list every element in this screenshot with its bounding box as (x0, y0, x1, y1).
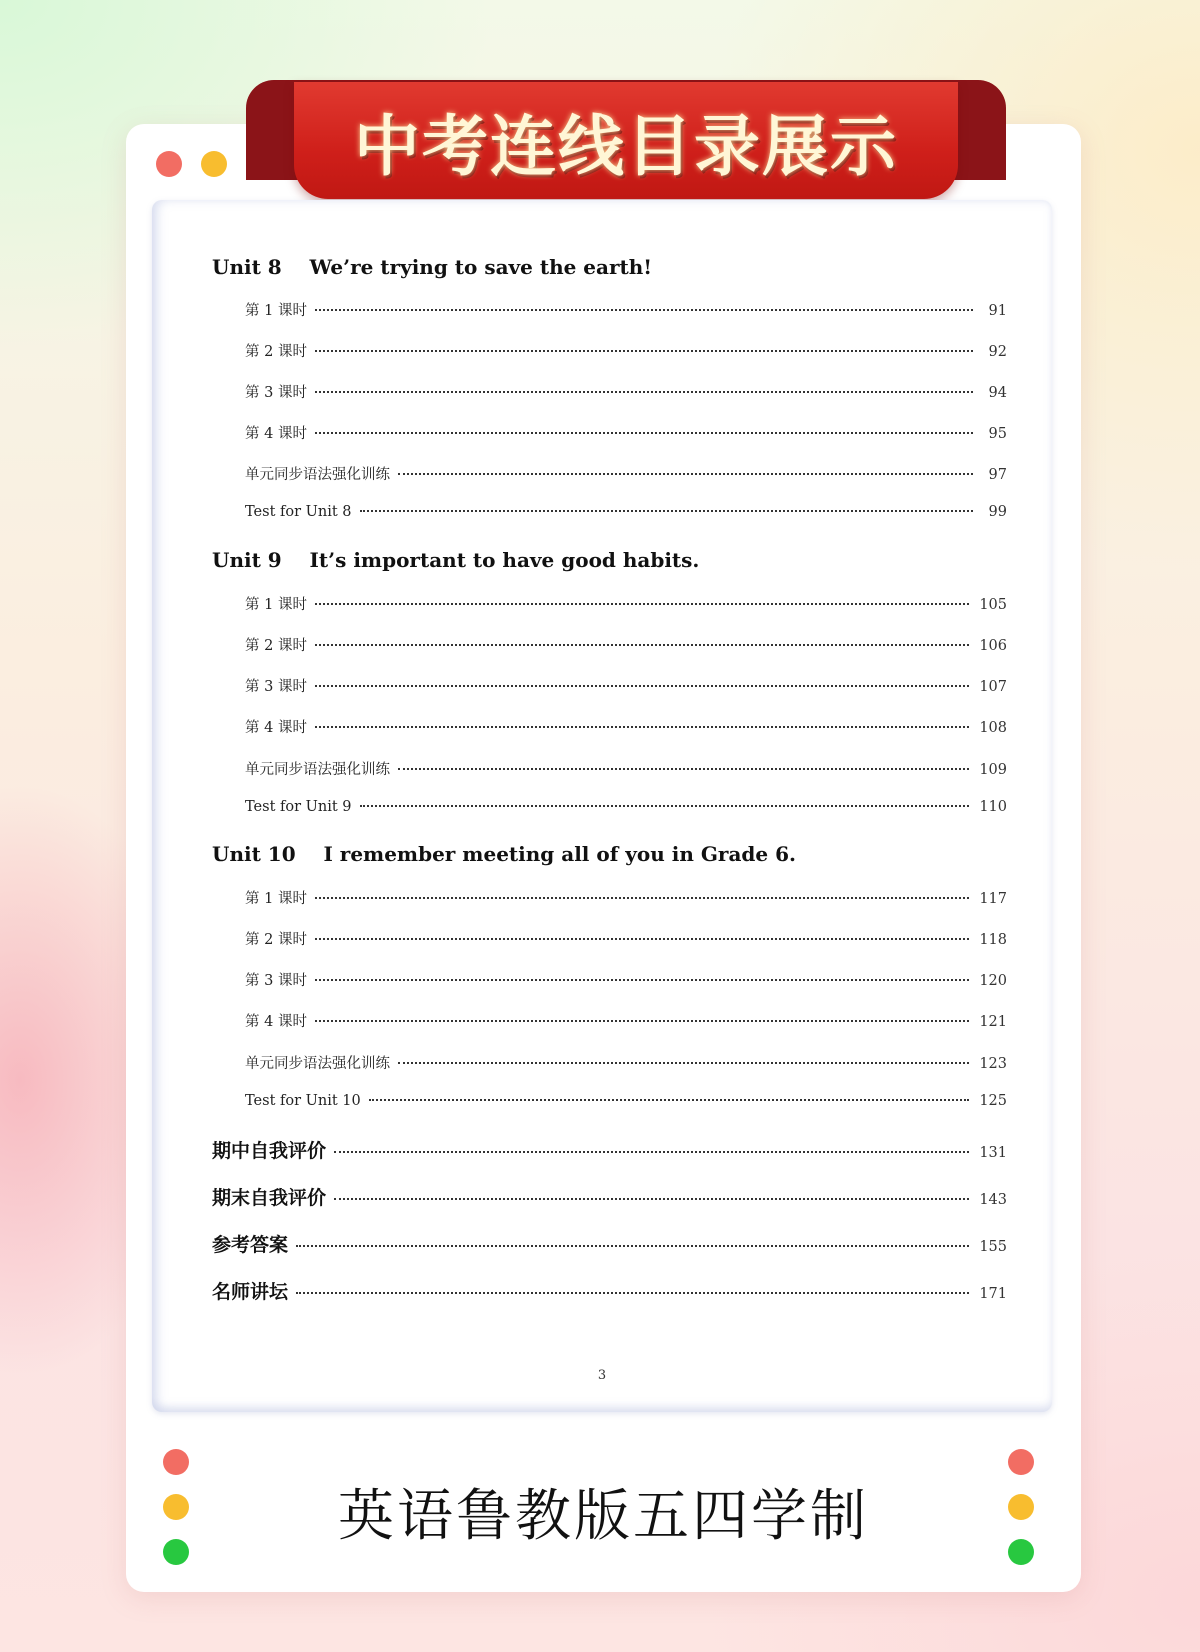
dot-leader (360, 509, 974, 512)
toc-entry-page: 131 (979, 1145, 1007, 1161)
toc-entry-label: Test for Unit 9 (245, 799, 352, 815)
yellow-dot-icon (201, 151, 227, 177)
toc-entry-page: 155 (979, 1239, 1007, 1255)
toc-entry-page: 118 (979, 932, 1007, 948)
toc-entry-label: 名师讲坛 (212, 1281, 289, 1303)
dot-leader (296, 1244, 969, 1247)
unit-title: Unit 10 I remember meeting all of you in Grade 6. (212, 842, 796, 866)
toc-entry-page: 143 (979, 1192, 1007, 1208)
toc-entry-label: 单元同步语法强化训练 (245, 467, 390, 483)
toc-entry[interactable] (245, 463, 1007, 484)
toc-entry-page: 123 (979, 1056, 1007, 1072)
toc-entry-label: 第 1 课时 (245, 891, 307, 907)
toc-entry-label: 第 1 课时 (245, 303, 307, 319)
dot-leader (315, 896, 969, 899)
toc-entry-page: 107 (979, 679, 1007, 695)
dot-leader (315, 390, 973, 393)
dot-leader (334, 1197, 969, 1200)
toc-page (152, 200, 1052, 1412)
toc-entry-label: 第 1 课时 (245, 597, 307, 613)
toc-entry-page: 95 (988, 426, 1007, 442)
toc-entry-page: 97 (988, 467, 1007, 483)
toc-entry[interactable] (245, 1010, 1007, 1031)
dot-leader (398, 472, 973, 475)
toc-entry-label: 第 4 课时 (245, 1014, 307, 1030)
toc-entry-label: 第 2 课时 (245, 344, 307, 360)
dot-leader (315, 602, 969, 605)
toc-entry-page: 117 (979, 891, 1007, 907)
toc-entry-label: 第 3 课时 (245, 973, 307, 989)
dot-leader (296, 1291, 969, 1294)
toc-entry-label: 单元同步语法强化训练 (245, 1056, 390, 1072)
toc-entry[interactable] (245, 1052, 1007, 1073)
page-number: 3 (597, 1368, 607, 1383)
toc-entry-label: 期中自我评价 (212, 1140, 327, 1162)
toc-entry[interactable] (245, 381, 1007, 402)
dot-leader (315, 978, 969, 981)
dot-leader (315, 725, 969, 728)
toc-entry-page: 108 (979, 720, 1007, 736)
dot-leader (398, 1061, 969, 1064)
toc-entry-label: 参考答案 (212, 1234, 289, 1256)
toc-entry-page: 120 (979, 973, 1007, 989)
toc-entry-label: 第 4 课时 (245, 720, 307, 736)
dot-leader (315, 937, 969, 940)
footer-title: 英语鲁教版五四学制 (338, 1484, 869, 1549)
toc-entry-page: 94 (988, 385, 1007, 401)
toc-entry-page: 106 (979, 638, 1007, 654)
toc-major-entry[interactable] (212, 1230, 1007, 1257)
toc-major-entry[interactable] (212, 1277, 1007, 1304)
unit-title: Unit 8 We’re trying to save the earth! (212, 255, 653, 279)
dot-leader (315, 684, 969, 687)
toc-entry[interactable] (245, 675, 1007, 696)
dot-leader (315, 643, 969, 646)
banner-title: 中考连线目录展示 (354, 108, 898, 185)
toc-entry[interactable] (245, 887, 1007, 908)
toc-entry-label: 第 2 课时 (245, 932, 307, 948)
toc-entry-page: 105 (979, 597, 1007, 613)
toc-entry-label: 第 4 课时 (245, 426, 307, 442)
dot-leader (334, 1150, 969, 1153)
toc-entry-label: 第 3 课时 (245, 385, 307, 401)
dot-leader (315, 308, 973, 311)
toc-entry[interactable] (245, 1093, 1007, 1109)
toc-entry-label: 第 2 课时 (245, 638, 307, 654)
toc-entry-label: 第 3 课时 (245, 679, 307, 695)
red-dot-icon (156, 151, 182, 177)
title-banner (294, 82, 958, 199)
toc-entry-page: 109 (979, 762, 1007, 778)
toc-entry-page: 125 (979, 1093, 1007, 1109)
toc-entry-page: 91 (988, 303, 1007, 319)
toc-entry-page: 92 (988, 344, 1007, 360)
toc-entry[interactable] (245, 422, 1007, 443)
toc-entry[interactable] (245, 716, 1007, 737)
dot-leader (315, 1019, 969, 1022)
dot-leader (360, 804, 970, 807)
toc-entry-label: 期末自我评价 (212, 1187, 327, 1209)
dot-leader (369, 1098, 970, 1101)
toc-entry-label: 单元同步语法强化训练 (245, 762, 390, 778)
toc-entry[interactable] (245, 634, 1007, 655)
toc-entry-page: 110 (979, 799, 1007, 815)
dot-leader (315, 349, 973, 352)
toc-entry-page: 99 (988, 504, 1007, 520)
unit-title: Unit 9 It’s important to have good habits. (212, 548, 700, 572)
dot-leader (398, 767, 969, 770)
toc-major-entry[interactable] (212, 1136, 1007, 1163)
toc-entry[interactable] (245, 928, 1007, 949)
toc-entry[interactable] (245, 799, 1007, 815)
toc-entry[interactable] (245, 299, 1007, 320)
toc-entry-label: Test for Unit 8 (245, 504, 352, 520)
toc-entry[interactable] (245, 758, 1007, 779)
toc-entry-label: Test for Unit 10 (245, 1093, 361, 1109)
toc-entry[interactable] (245, 593, 1007, 614)
toc-major-entry[interactable] (212, 1183, 1007, 1210)
toc-entry-page: 171 (979, 1286, 1007, 1302)
dot-leader (315, 431, 973, 434)
toc-entry-page: 121 (979, 1014, 1007, 1030)
toc-entry[interactable] (245, 504, 1007, 520)
toc-entry[interactable] (245, 340, 1007, 361)
toc-entry[interactable] (245, 969, 1007, 990)
